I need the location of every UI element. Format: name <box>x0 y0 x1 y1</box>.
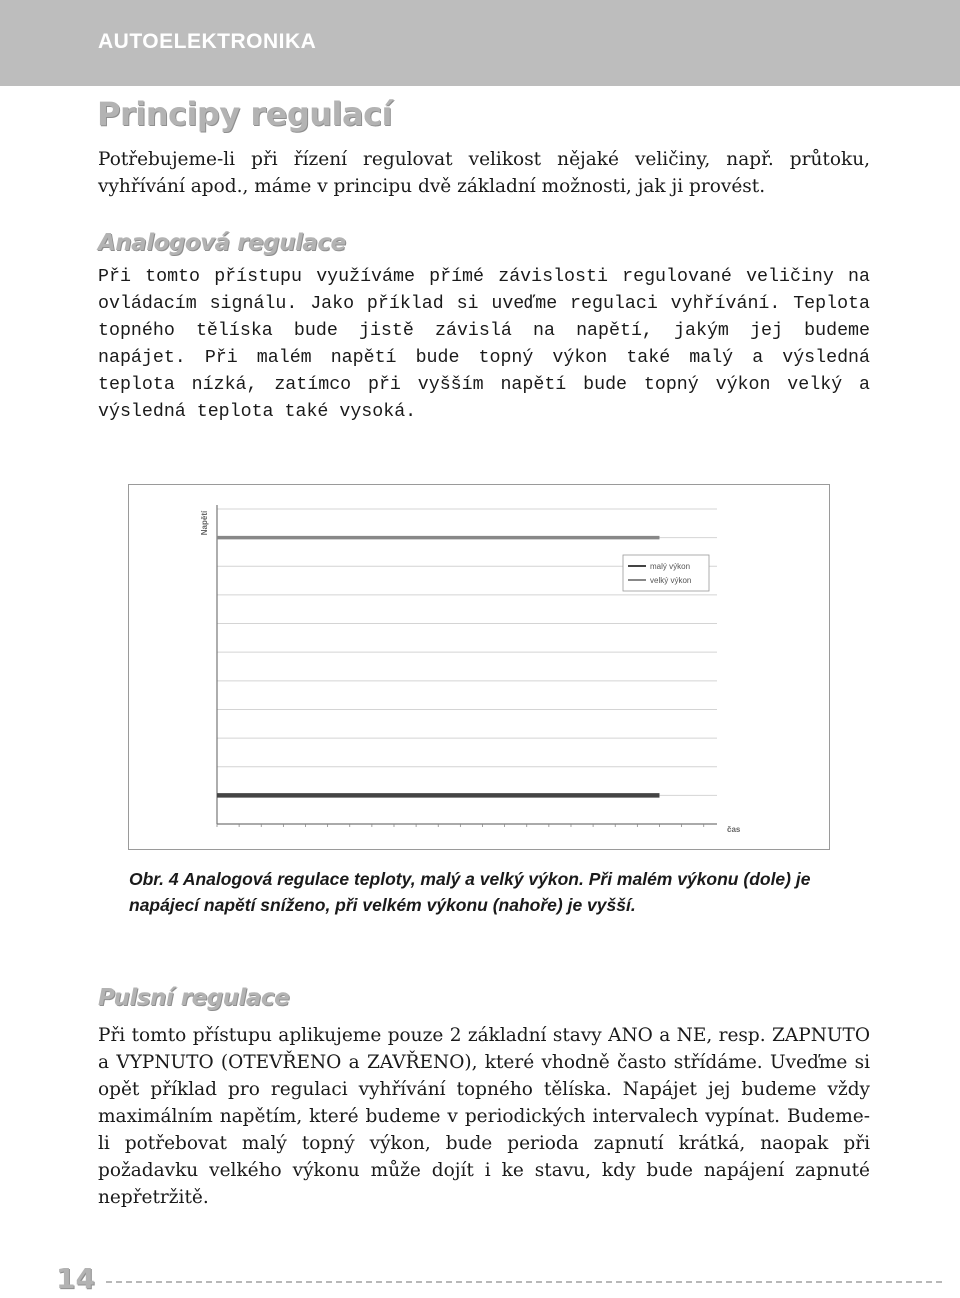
legend-label: velký výkon <box>650 576 692 585</box>
legend-label: malý výkon <box>650 562 691 571</box>
analog-paragraph: Při tomto přístupu využíváme přímé závislosti regulované veličiny na ovládacím signálu. Jako příklad si uveďme regulaci vyhřívání. Teplota topného tělíska bude jistě závislá na napětí, jakým jej budeme napájet. Při malém napětí bude topný výkon také malý a výsledná teplota nízká, zatímco při vyšším napětí bude topný výkon velký a výsledná teplota také vysoká. <box>98 267 870 422</box>
pulse-paragraph: Při tomto přístupu aplikujeme pouze 2 základní stavy ANO a NE, resp. ZAPNUTO a VYPNUTO (OTEVŘENO a ZAVŘENO), které vhodně často střídáme. Uveďme si opět příklad pro regulaci vyhřívání topného tělíska. Napájet jej budeme vždy maximálním napětím, které budeme v periodických intervalech vypínat. Budeme-li potřebovat malý topný výkon, bude perioda zapnutí krátká, naopak při požadavku velkého výkonu může dojít i ke stavu, kdy bude napájení zapnuté nepřetržitě. <box>98 1025 870 1208</box>
figure-caption: Obr. 4 Analogová regulace teploty, malý a velký výkon. Při malém výkonu (dole) je napájecí napětí sníženo, při velkém výkonu (nahoře) je vyšší. <box>129 869 811 915</box>
page-title: Principy regulací <box>97 95 392 133</box>
analog-heading: Analogová regulace <box>98 230 346 256</box>
legend-box <box>623 555 709 591</box>
figure-frame <box>128 484 830 850</box>
x-axis-label: čas <box>727 825 741 834</box>
page-number: 14 <box>56 1262 95 1295</box>
footer-dashed-rule <box>106 1281 942 1283</box>
chart <box>129 485 829 849</box>
pulse-heading: Pulsní regulace <box>98 985 290 1011</box>
section-header: AUTOELEKTRONIKA <box>98 30 317 53</box>
y-axis-label: Napětí <box>200 510 209 536</box>
intro-paragraph: Potřebujeme-li při řízení regulovat velikost nějaké veličiny, např. průtoku, vyhřívání apod., máme v principu dvě základní možnosti, jak ji provést. <box>98 149 870 197</box>
